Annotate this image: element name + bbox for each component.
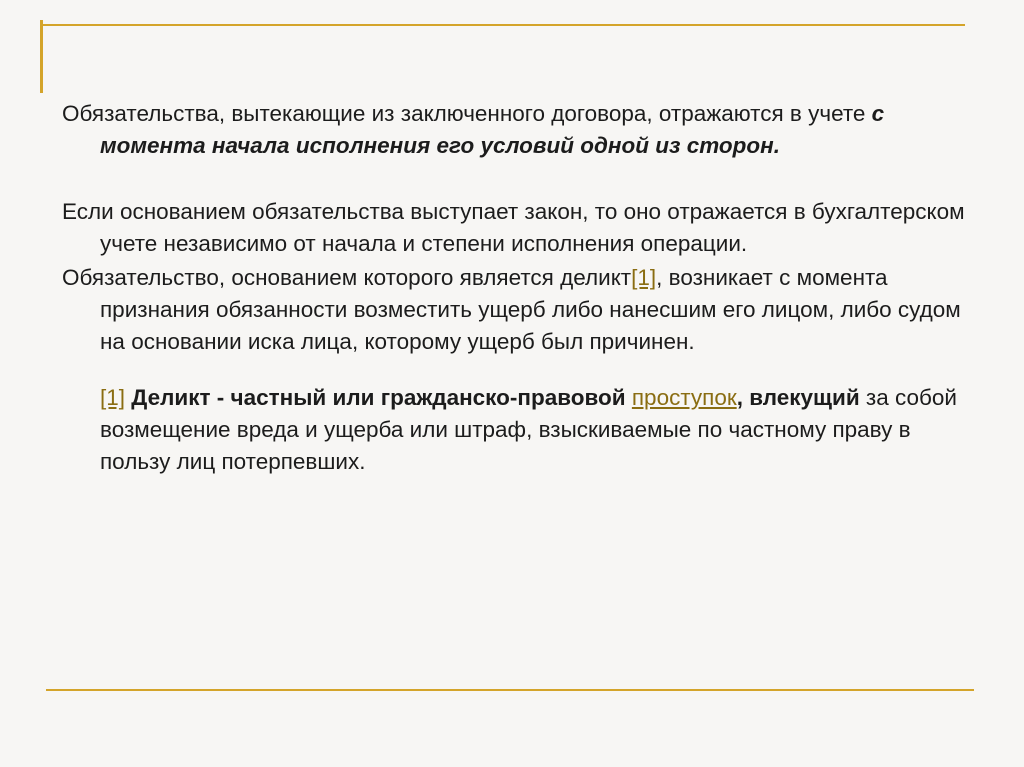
footnote-bold-text: Деликт - частный или гражданско-правовой xyxy=(125,385,632,410)
paragraph-3-text-before: Обязательство, основанием которого является деликт xyxy=(62,265,632,290)
frame-top-line xyxy=(40,24,965,26)
footnote xyxy=(62,382,977,478)
footnote-bold-text-after: , влекущий xyxy=(736,385,860,410)
slide-content xyxy=(62,98,977,478)
paragraph-3-text-after: , возникает с момента признания обязанности возместить ущерб либо нанесшим его лицом, либо судом на основании иска лица, которому ущерб был причинен. xyxy=(100,265,961,354)
footnote-back-link[interactable]: [1] xyxy=(100,385,126,410)
footnote-term-link[interactable]: проступок xyxy=(631,385,737,410)
footnote-text: за собой возмещение вреда и ущерба или штраф, взыскиваемые по частному праву в пользу лиц потерпевших. xyxy=(100,385,957,474)
frame-bottom-line xyxy=(46,689,974,691)
paragraph-1-emphasis: с момента начала исполнения его условий одной из сторон. xyxy=(100,101,885,158)
frame-vertical-line xyxy=(40,20,43,93)
paragraph-2-text: Если основанием обязательства выступает закон, то оно отражается в бухгалтерском учете независимо от начала и степени исполнения операции. xyxy=(62,199,965,256)
paragraph-1-text: Обязательства, вытекающие из заключенного договора, отражаются в учете xyxy=(62,101,872,126)
footnote-reference-link[interactable]: [1] xyxy=(631,265,657,290)
paragraph-contract-obligations xyxy=(62,98,977,162)
paragraph-law-obligations xyxy=(62,196,977,260)
paragraph-delict-obligations xyxy=(62,262,977,358)
